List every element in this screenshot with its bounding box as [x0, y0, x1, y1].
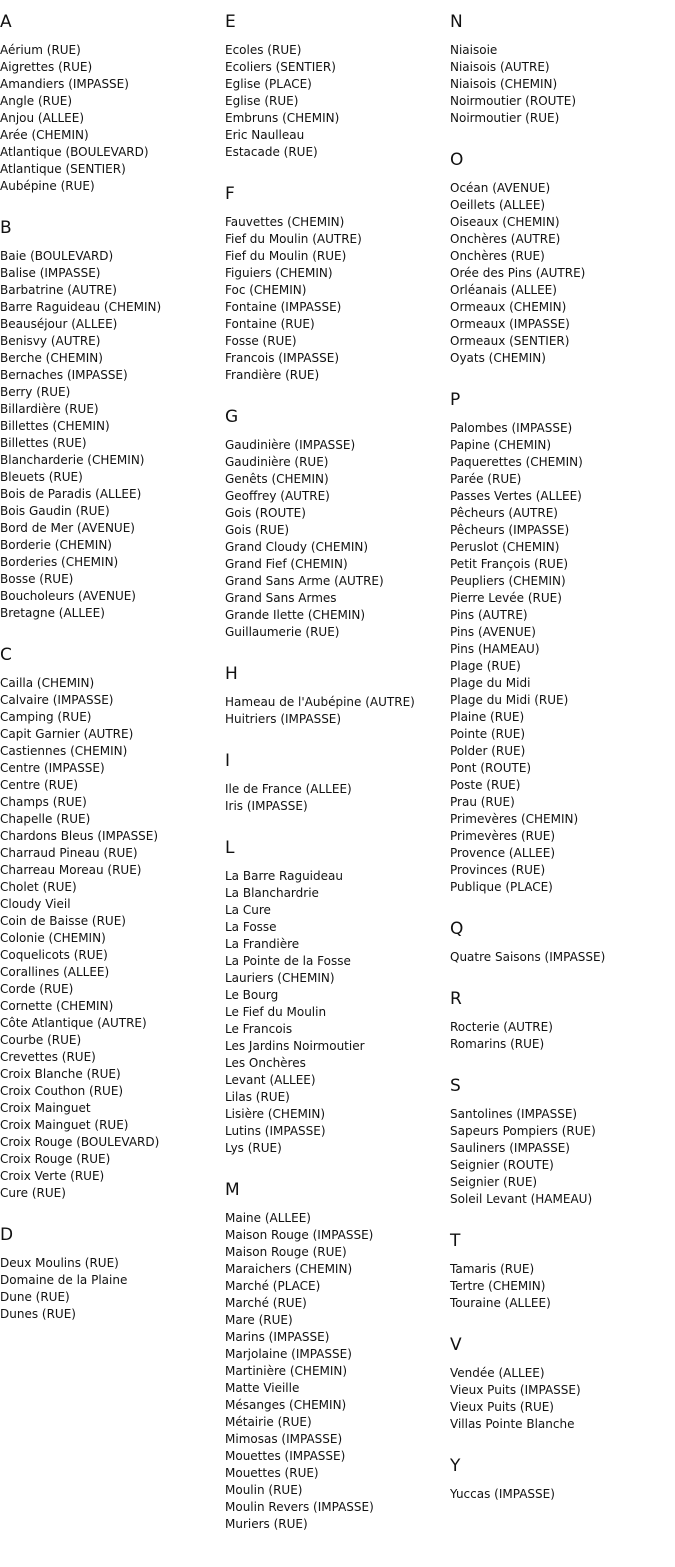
street-item[interactable]: Gois (ROUTE): [225, 506, 306, 520]
street-item[interactable]: Santolines (IMPASSE): [450, 1107, 578, 1121]
street-item[interactable]: Dune (RUE): [0, 1290, 70, 1304]
street-item[interactable]: Prau (RUE): [450, 795, 515, 809]
street-item[interactable]: Rocterie (AUTRE): [450, 1020, 553, 1034]
street-item[interactable]: Borderies (CHEMIN): [0, 555, 119, 569]
letter-section-s: [450, 1074, 675, 1208]
street-item[interactable]: Sauliners (IMPASSE): [450, 1141, 570, 1155]
street-item[interactable]: Castiennes (CHEMIN): [0, 744, 128, 758]
section-letter: L: [225, 838, 235, 858]
section-letter: N: [450, 12, 463, 32]
section-letter: T: [450, 1231, 461, 1251]
street-item[interactable]: Crevettes (RUE): [0, 1050, 96, 1064]
street-item[interactable]: Grand Sans Arme (AUTRE): [225, 574, 384, 588]
street-item[interactable]: Marjolaine (IMPASSE): [225, 1347, 352, 1361]
street-item[interactable]: Plage (RUE): [450, 659, 521, 673]
street-item[interactable]: Aubépine (RUE): [0, 179, 95, 193]
street-item[interactable]: Aigrettes (RUE): [0, 60, 93, 74]
street-item[interactable]: Pêcheurs (IMPASSE): [450, 523, 570, 537]
street-item[interactable]: Quatre Saisons (IMPASSE): [450, 950, 606, 964]
street-item[interactable]: Lutins (IMPASSE): [225, 1124, 326, 1138]
section-letter: Y: [450, 1456, 461, 1476]
street-item[interactable]: Gaudinière (RUE): [225, 455, 329, 469]
street-item[interactable]: Moulin (RUE): [225, 1483, 303, 1497]
street-item[interactable]: Publique (PLACE): [450, 880, 553, 894]
street-item[interactable]: Fontaine (RUE): [225, 317, 315, 331]
street-item[interactable]: Eric Naulleau: [225, 128, 305, 142]
street-item[interactable]: Noirmoutier (ROUTE): [450, 94, 577, 108]
street-item[interactable]: Croix Verte (RUE): [0, 1169, 105, 1183]
letter-section-p: [450, 388, 675, 896]
street-item[interactable]: Les Jardins Noirmoutier: [225, 1039, 365, 1053]
street-item[interactable]: Pointe (RUE): [450, 727, 526, 741]
street-item[interactable]: Corallines (ALLEE): [0, 965, 110, 979]
street-item[interactable]: Croix Rouge (BOULEVARD): [0, 1135, 160, 1149]
street-item[interactable]: Charreau Moreau (RUE): [0, 863, 142, 877]
street-item[interactable]: Métairie (RUE): [225, 1415, 312, 1429]
street-item[interactable]: Niaisoie: [450, 43, 498, 57]
street-item[interactable]: Billettes (RUE): [0, 436, 87, 450]
street-item[interactable]: Cloudy Vieil: [0, 897, 71, 911]
letter-section-t: [450, 1229, 675, 1312]
street-item[interactable]: Bretagne (ALLEE): [0, 606, 105, 620]
street-item[interactable]: Mésanges (CHEMIN): [225, 1398, 347, 1412]
street-item[interactable]: Centre (IMPASSE): [0, 761, 105, 775]
section-letter: B: [0, 218, 12, 238]
letter-section-n: [450, 10, 675, 127]
street-item[interactable]: Atlantique (BOULEVARD): [0, 145, 149, 159]
letter-section-b: [0, 216, 225, 622]
street-item[interactable]: Océan (AVENUE): [450, 181, 551, 195]
section-letter: A: [0, 12, 12, 32]
section-letter: P: [450, 390, 461, 410]
street-item[interactable]: Guillaumerie (RUE): [225, 625, 340, 639]
street-item[interactable]: Billardière (RUE): [0, 402, 99, 416]
street-item[interactable]: Pont (ROUTE): [450, 761, 532, 775]
street-item[interactable]: Grande Ilette (CHEMIN): [225, 608, 366, 622]
street-item[interactable]: La Frandière: [225, 937, 300, 951]
street-item[interactable]: Le Francois: [225, 1022, 293, 1036]
section-letter: C: [0, 645, 12, 665]
street-item[interactable]: Niaisois (CHEMIN): [450, 77, 558, 91]
letter-section-f: [225, 182, 450, 384]
street-item[interactable]: Peupliers (CHEMIN): [450, 574, 566, 588]
section-letter: I: [225, 751, 231, 771]
street-item[interactable]: Le Bourg: [225, 988, 279, 1002]
street-item[interactable]: Huitriers (IMPASSE): [225, 712, 342, 726]
street-item[interactable]: Camping (RUE): [0, 710, 92, 724]
street-item[interactable]: Romarins (RUE): [450, 1037, 545, 1051]
street-item[interactable]: Berry (RUE): [0, 385, 71, 399]
street-item[interactable]: Barbatrine (AUTRE): [0, 283, 117, 297]
letter-section-v: [450, 1333, 675, 1433]
street-item[interactable]: Courbe (RUE): [0, 1033, 82, 1047]
street-item[interactable]: Moulin Revers (IMPASSE): [225, 1500, 374, 1514]
street-item[interactable]: Francois (IMPASSE): [225, 351, 340, 365]
street-item[interactable]: Orléanais (ALLEE): [450, 283, 557, 297]
street-item[interactable]: Plage du Midi: [450, 676, 531, 690]
street-item[interactable]: Tertre (CHEMIN): [450, 1279, 546, 1293]
section-letter: S: [450, 1076, 461, 1096]
street-item[interactable]: Polder (RUE): [450, 744, 526, 758]
street-item[interactable]: Benisvy (AUTRE): [0, 334, 101, 348]
street-item[interactable]: Champs (RUE): [0, 795, 87, 809]
street-item[interactable]: Cholet (RUE): [0, 880, 77, 894]
street-item[interactable]: La Blanchardrie: [225, 886, 319, 900]
street-item[interactable]: Martinière (CHEMIN): [225, 1364, 348, 1378]
street-item[interactable]: Oiseaux (CHEMIN): [450, 215, 560, 229]
street-item[interactable]: Vieux Puits (IMPASSE): [450, 1383, 581, 1397]
street-item[interactable]: Onchères (AUTRE): [450, 232, 561, 246]
street-item[interactable]: Cure (RUE): [0, 1186, 66, 1200]
street-item[interactable]: Villas Pointe Blanche: [450, 1417, 575, 1431]
street-item[interactable]: Niaisois (AUTRE): [450, 60, 550, 74]
street-item[interactable]: Petit François (RUE): [450, 557, 569, 571]
street-item[interactable]: Foc (CHEMIN): [225, 283, 307, 297]
street-item[interactable]: Parée (RUE): [450, 472, 522, 486]
street-item[interactable]: Cornette (CHEMIN): [0, 999, 114, 1013]
street-item[interactable]: La Pointe de la Fosse: [225, 954, 351, 968]
street-item[interactable]: Gois (RUE): [225, 523, 290, 537]
street-item[interactable]: Vieux Puits (RUE): [450, 1400, 554, 1414]
street-item[interactable]: Pins (AUTRE): [450, 608, 528, 622]
street-item[interactable]: Deux Moulins (RUE): [0, 1256, 119, 1270]
street-item[interactable]: Croix Mainguet (RUE): [0, 1118, 129, 1132]
street-item[interactable]: Maison Rouge (IMPASSE): [225, 1228, 374, 1242]
street-item[interactable]: Bernaches (IMPASSE): [0, 368, 128, 382]
street-item[interactable]: Ormeaux (CHEMIN): [450, 300, 567, 314]
street-item[interactable]: Maine (ALLEE): [225, 1211, 311, 1225]
street-item[interactable]: Marché (PLACE): [225, 1279, 321, 1293]
street-item[interactable]: Coquelicots (RUE): [0, 948, 108, 962]
street-item[interactable]: Ile de France (ALLEE): [225, 782, 352, 796]
street-item[interactable]: Chardons Bleus (IMPASSE): [0, 829, 159, 843]
street-item[interactable]: Figuiers (CHEMIN): [225, 266, 333, 280]
street-item[interactable]: Poste (RUE): [450, 778, 521, 792]
street-item[interactable]: Grand Fief (CHEMIN): [225, 557, 348, 571]
street-item[interactable]: Soleil Levant (HAMEAU): [450, 1192, 593, 1206]
street-item[interactable]: Primevères (RUE): [450, 829, 556, 843]
letter-section-a: [0, 10, 225, 195]
street-item[interactable]: Peruslot (CHEMIN): [450, 540, 560, 554]
street-item[interactable]: Fief du Moulin (AUTRE): [225, 232, 362, 246]
section-letter: E: [225, 12, 236, 32]
street-item[interactable]: Aérium (RUE): [0, 43, 81, 57]
letter-section-h: [225, 662, 450, 728]
street-item[interactable]: Estacade (RUE): [225, 145, 318, 159]
street-item[interactable]: Croix Couthon (RUE): [0, 1084, 124, 1098]
letter-section-q: [450, 917, 675, 966]
street-item[interactable]: Borderie (CHEMIN): [0, 538, 112, 552]
letter-section-i: [225, 749, 450, 815]
street-item[interactable]: Coin de Baisse (RUE): [0, 914, 126, 928]
street-item[interactable]: Charraud Pineau (RUE): [0, 846, 138, 860]
street-item[interactable]: Matte Vieille: [225, 1381, 300, 1395]
street-item[interactable]: Onchères (RUE): [450, 249, 545, 263]
letter-section-l: [225, 836, 450, 1157]
street-item[interactable]: Genêts (CHEMIN): [225, 472, 329, 486]
street-item[interactable]: Plage du Midi (RUE): [450, 693, 569, 707]
street-item[interactable]: Balise (IMPASSE): [0, 266, 101, 280]
street-item[interactable]: Maison Rouge (RUE): [225, 1245, 347, 1259]
street-item[interactable]: Lisière (CHEMIN): [225, 1107, 326, 1121]
street-item[interactable]: Oyats (CHEMIN): [450, 351, 546, 365]
street-item[interactable]: Grand Cloudy (CHEMIN): [225, 540, 369, 554]
street-item[interactable]: Fontaine (IMPASSE): [225, 300, 342, 314]
street-item[interactable]: Amandiers (IMPASSE): [0, 77, 129, 91]
street-item[interactable]: Marins (IMPASSE): [225, 1330, 330, 1344]
column-3: [450, 10, 675, 1524]
column-1: [0, 10, 225, 1344]
street-item[interactable]: Atlantique (SENTIER): [0, 162, 126, 176]
street-item[interactable]: Geoffrey (AUTRE): [225, 489, 330, 503]
street-item[interactable]: Chapelle (RUE): [0, 812, 91, 826]
street-item[interactable]: Blancharderie (CHEMIN): [0, 453, 145, 467]
street-item[interactable]: Bois Gaudin (RUE): [0, 504, 110, 518]
street-item[interactable]: Hameau de l'Aubépine (AUTRE): [225, 695, 415, 709]
street-item[interactable]: Sapeurs Pompiers (RUE): [450, 1124, 596, 1138]
street-item[interactable]: Angle (RUE): [0, 94, 73, 108]
street-item[interactable]: Yuccas (IMPASSE): [450, 1487, 555, 1501]
street-item[interactable]: Les Onchères: [225, 1056, 306, 1070]
street-item[interactable]: Pierre Levée (RUE): [450, 591, 562, 605]
street-item[interactable]: Corde (RUE): [0, 982, 74, 996]
street-item[interactable]: La Cure: [225, 903, 271, 917]
section-letter: F: [225, 184, 235, 204]
street-item[interactable]: Frandière (RUE): [225, 368, 320, 382]
street-item[interactable]: Marché (RUE): [225, 1296, 307, 1310]
letter-section-o: [450, 148, 675, 367]
letter-section-d: [0, 1223, 225, 1323]
street-item[interactable]: Vendée (ALLEE): [450, 1366, 545, 1380]
street-item[interactable]: Touraine (ALLEE): [450, 1296, 551, 1310]
street-item[interactable]: La Barre Raguideau: [225, 869, 343, 883]
letter-section-g: [225, 405, 450, 641]
section-letter: R: [450, 989, 462, 1009]
letter-section-c: [0, 643, 225, 1202]
street-item[interactable]: Calvaire (IMPASSE): [0, 693, 114, 707]
section-letter: D: [0, 1225, 14, 1245]
street-item[interactable]: Papine (CHEMIN): [450, 438, 552, 452]
street-item[interactable]: Paquerettes (CHEMIN): [450, 455, 583, 469]
street-item[interactable]: Maraichers (CHEMIN): [225, 1262, 353, 1276]
section-letter: O: [450, 150, 464, 170]
street-item[interactable]: Eglise (PLACE): [225, 77, 312, 91]
street-item[interactable]: Bleuets (RUE): [0, 470, 83, 484]
column-2: [225, 10, 450, 1554]
street-item[interactable]: Arée (CHEMIN): [0, 128, 89, 142]
street-item[interactable]: Barre Raguideau (CHEMIN): [0, 300, 162, 314]
street-item[interactable]: Billettes (CHEMIN): [0, 419, 110, 433]
street-item[interactable]: Croix Blanche (RUE): [0, 1067, 121, 1081]
section-letter: M: [225, 1180, 240, 1200]
street-item[interactable]: Boucholeurs (AVENUE): [0, 589, 136, 603]
street-item[interactable]: Noirmoutier (RUE): [450, 111, 560, 125]
street-item[interactable]: Lilas (RUE): [225, 1090, 290, 1104]
street-item[interactable]: Mouettes (IMPASSE): [225, 1449, 346, 1463]
street-item[interactable]: Oeillets (ALLEE): [450, 198, 546, 212]
letter-section-r: [450, 987, 675, 1053]
street-item[interactable]: Centre (RUE): [0, 778, 79, 792]
street-item[interactable]: Croix Rouge (RUE): [0, 1152, 111, 1166]
street-item[interactable]: Mimosas (IMPASSE): [225, 1432, 343, 1446]
street-item[interactable]: Iris (IMPASSE): [225, 799, 308, 813]
street-item[interactable]: Muriers (RUE): [225, 1517, 308, 1531]
street-item[interactable]: Bois de Paradis (ALLEE): [0, 487, 142, 501]
street-item[interactable]: Plaine (RUE): [450, 710, 525, 724]
street-item[interactable]: La Fosse: [225, 920, 277, 934]
section-letter: H: [225, 664, 238, 684]
street-item[interactable]: Grand Sans Armes: [225, 591, 337, 605]
street-item[interactable]: Lys (RUE): [225, 1141, 282, 1155]
street-item[interactable]: Palombes (IMPASSE): [450, 421, 573, 435]
street-item[interactable]: Beauséjour (ALLEE): [0, 317, 118, 331]
street-item[interactable]: Provinces (RUE): [450, 863, 546, 877]
street-item[interactable]: Embruns (CHEMIN): [225, 111, 340, 125]
street-item[interactable]: Ormeaux (SENTIER): [450, 334, 570, 348]
street-item[interactable]: Baie (BOULEVARD): [0, 249, 114, 263]
street-item[interactable]: Primevères (CHEMIN): [450, 812, 579, 826]
section-letter: V: [450, 1335, 462, 1355]
street-item[interactable]: Seignier (ROUTE): [450, 1158, 554, 1172]
street-item[interactable]: Provence (ALLEE): [450, 846, 556, 860]
street-item[interactable]: Berche (CHEMIN): [0, 351, 103, 365]
street-item[interactable]: Pins (AVENUE): [450, 625, 536, 639]
street-item[interactable]: Domaine de la Plaine: [0, 1273, 128, 1287]
street-item[interactable]: Mare (RUE): [225, 1313, 293, 1327]
street-item[interactable]: Fosse (RUE): [225, 334, 297, 348]
letter-section-m: [225, 1178, 450, 1533]
street-item[interactable]: Ecoles (RUE): [225, 43, 302, 57]
street-item[interactable]: Orée des Pins (AUTRE): [450, 266, 586, 280]
street-item[interactable]: Le Fief du Moulin: [225, 1005, 327, 1019]
street-item[interactable]: Côte Atlantique (AUTRE): [0, 1016, 147, 1030]
street-item[interactable]: Fief du Moulin (RUE): [225, 249, 347, 263]
street-item[interactable]: Levant (ALLEE): [225, 1073, 316, 1087]
street-item[interactable]: Cailla (CHEMIN): [0, 676, 95, 690]
street-item[interactable]: Eglise (RUE): [225, 94, 299, 108]
street-item[interactable]: Anjou (ALLEE): [0, 111, 85, 125]
street-item[interactable]: Croix Mainguet: [0, 1101, 91, 1115]
street-item[interactable]: Fauvettes (CHEMIN): [225, 215, 345, 229]
section-letter: Q: [450, 919, 464, 939]
street-item[interactable]: Mouettes (RUE): [225, 1466, 319, 1480]
street-item[interactable]: Tamaris (RUE): [450, 1262, 535, 1276]
street-item[interactable]: Lauriers (CHEMIN): [225, 971, 335, 985]
street-item[interactable]: Bosse (RUE): [0, 572, 74, 586]
street-item[interactable]: Dunes (RUE): [0, 1307, 76, 1321]
section-letter: G: [225, 407, 239, 427]
street-item[interactable]: Ecoliers (SENTIER): [225, 60, 336, 74]
street-item[interactable]: Seignier (RUE): [450, 1175, 538, 1189]
street-item[interactable]: Pins (HAMEAU): [450, 642, 540, 656]
street-item[interactable]: Colonie (CHEMIN): [0, 931, 106, 945]
street-item[interactable]: Gaudinière (IMPASSE): [225, 438, 356, 452]
street-item[interactable]: Pêcheurs (AUTRE): [450, 506, 558, 520]
street-item[interactable]: Capit Garnier (AUTRE): [0, 727, 134, 741]
street-item[interactable]: Passes Vertes (ALLEE): [450, 489, 582, 503]
letter-section-y: [450, 1454, 675, 1503]
street-item[interactable]: Bord de Mer (AVENUE): [0, 521, 135, 535]
letter-section-e: [225, 10, 450, 161]
street-item[interactable]: Ormeaux (IMPASSE): [450, 317, 570, 331]
